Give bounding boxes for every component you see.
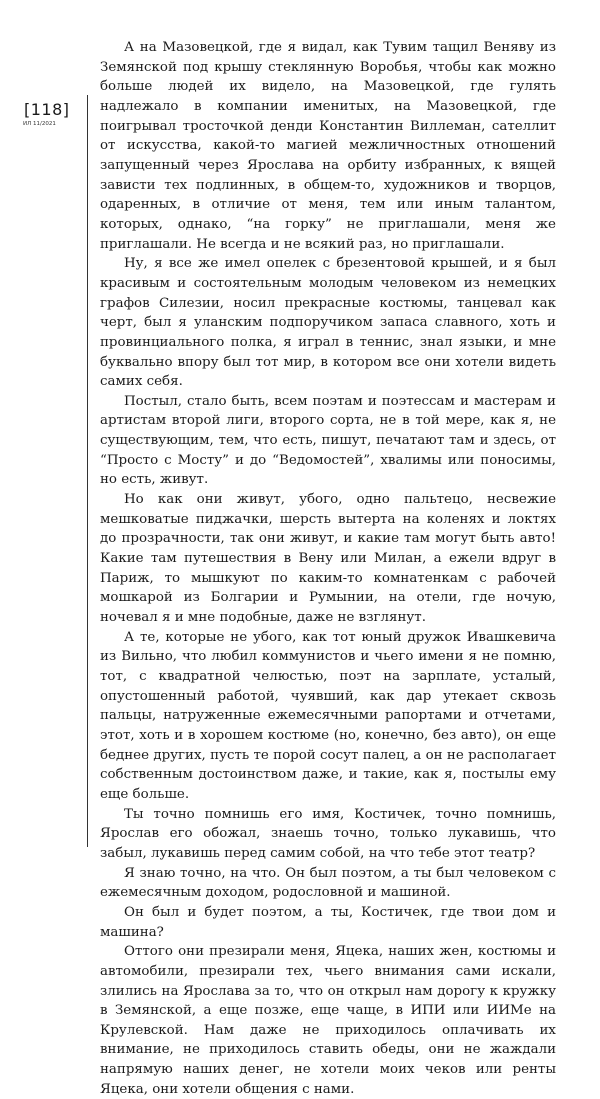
journal-issue-label: ИЛ 11/2021 [23,121,56,127]
paragraph: Я знаю точно, на что. Он был поэтом, а ты был человеком с ежемесячным доходом, родословной и машиной. [100,865,556,901]
paragraph: Но как они живут, убого, одно пальтецо, несвежие мешковатые пиджачки, шерсть вытерта на коленях и локтях до прозрачности, так они живут, и какие там могут быть авто! Какие там путешествия в Вену или Милан, а ежели вдруг в Париж, то мышкуют по каким-то комнатенкам с рабочей мошкарой из Болгарии и Румынии, на отели, где ночую, ночевал я и мне подобные, даже не взглянут. [100,492,556,626]
paragraph: Он был и будет поэтом, а ты, Костичек, где твои дом и машина? [100,904,556,940]
body-text [100,38,556,1099]
paragraph: А те, которые не убого, как тот юный дружок Ивашкевича из Вильно, что любил коммунистов и чьего имени я не помню, тот, с квадратной челюстью, поэт на зарплате, усталый, опустошенный работой, чуявший, как дар утекает сквозь пальцы, натруженные ежемесячными рапортами и отчетами, этот, хоть и в хорошем костюме (но, конечно, без авто), он еще беднее других, пусть те порой сосут палец, а он не располагает собственным достоинством даже, и такие, как я, постылы ему еще больше. [100,629,556,802]
paragraph: Ты точно помнишь его имя, Костичек, точно помнишь, Ярослав его обожал, знаешь точно, только лукавишь, что забыл, лукавишь перед самим собой, на что тебе этот театр? [100,806,556,861]
margin-rule [87,95,88,847]
paragraph: Оттого они презирали меня, Яцека, наших жен, костюмы и автомобили, презирали тех, чьего внимания сами искали, злились на Ярослава за то, что он открыл нам дорогу к кружку в Земянской, а еще позже, еще чаще, в ИПИ или ИИМе на Крулевской. Нам даже не приходилось оплачивать их внимание, не приходилось ставить обеды, они не жаждали напрямую наших денег, не хотели моих чеков или ренты Яцека, они хотели общения с нами. [100,944,556,1097]
paragraph: Постыл, стало быть, всем поэтам и поэтессам и мастерам и артистам второй лиги, второго сорта, не в той мере, как я, не существующим, тем, что есть, пишут, печатают там и здесь, от “Просто с Мосту” и до “Ведомостей”, хвалимы или поносимы, но есть, живут. [100,393,556,488]
page-number: [118] [24,100,70,119]
paragraph: А на Мазовецкой, где я видал, как Тувим тащил Веняву из Земянской под крышу стеклянную Воробья, чтобы как можно больше людей их видело, на Мазовецкой, где гулять надлежало в компании именитых, на Мазовецкой, где поигрывал тросточкой денди Константин Виллеман, сателлит от искусства, какой-то магией межличностных отношений запущенный через Ярослава на орбиту избранных, к вящей зависти тех подлинных, в общем-то, художников и творцов, одаренных, в отличие от меня, тем или иным талантом, которых, однако, “на горку” не приглашали, меня же приглашали. Не всегда и не всякий раз, но приглашали. [100,40,556,252]
paragraph: Ну, я все же имел опелек с брезентовой крышей, и я был красивым и состоятельным молодым человеком из немецких графов Силезии, носил прекрасные костюмы, танцевал как черт, был я уланским подпоручиком запаса славного, хоть и провинциального полка, я играл в теннис, знал языки, и мне буквально впору был тот мир, в котором все они хотели видеть самих себя. [100,256,556,390]
